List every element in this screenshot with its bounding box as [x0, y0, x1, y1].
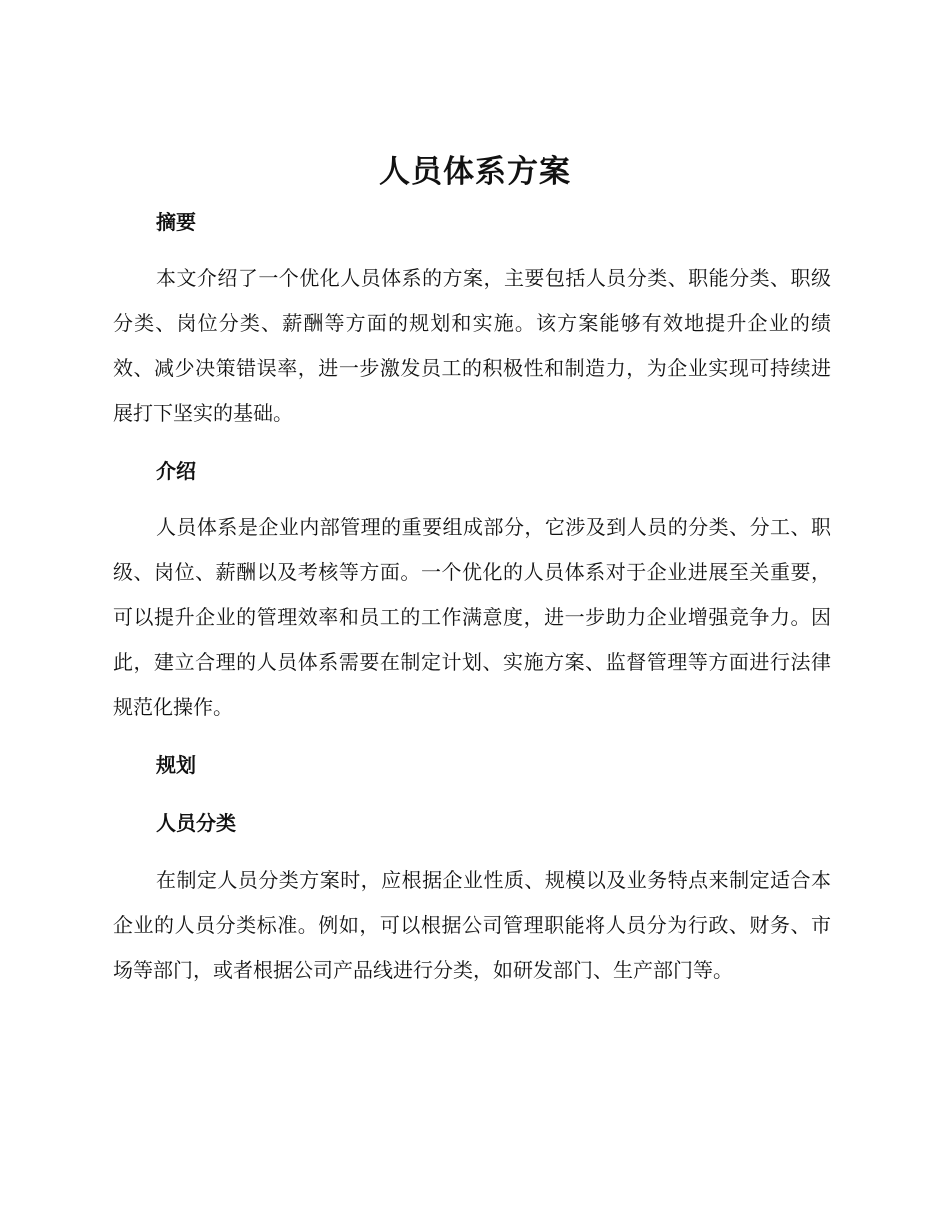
planning-heading: 规划: [156, 753, 196, 777]
abstract-heading: 摘要: [156, 210, 196, 234]
personnel-classification-heading: 人员分类: [156, 811, 236, 835]
intro-paragraph: 人员体系是企业内部管理的重要组成部分，它涉及到人员的分类、分工、职级、岗位、薪酬以及考核等方面。一个优化的人员体系对于企业进展至关重要，可以提升企业的管理效率和员工的工作满意度，进一步助力企业增强竞争力。因此，建立合理的人员体系需要在制定计划、实施方案、监督管理等方面进行法律规范化操作。: [113, 515, 831, 719]
personnel-classification-paragraph: 在制定人员分类方案时，应根据企业性质、规模以及业务特点来制定适合本企业的人员分类标准。例如，可以根据公司管理职能将人员分为行政、财务、市场等部门，或者根据公司产品线进行分类，如研发部门、生产部门等。: [113, 868, 831, 982]
abstract-paragraph: 本文介绍了一个优化人员体系的方案，主要包括人员分类、职能分类、职级分类、岗位分类、薪酬等方面的规划和实施。该方案能够有效地提升企业的绩效、减少决策错误率，进一步激发员工的积极性和制造力，为企业实现可持续进展打下坚实的基础。: [113, 266, 831, 425]
intro-heading: 介绍: [156, 459, 196, 483]
document-title: 人员体系方案: [379, 154, 571, 190]
